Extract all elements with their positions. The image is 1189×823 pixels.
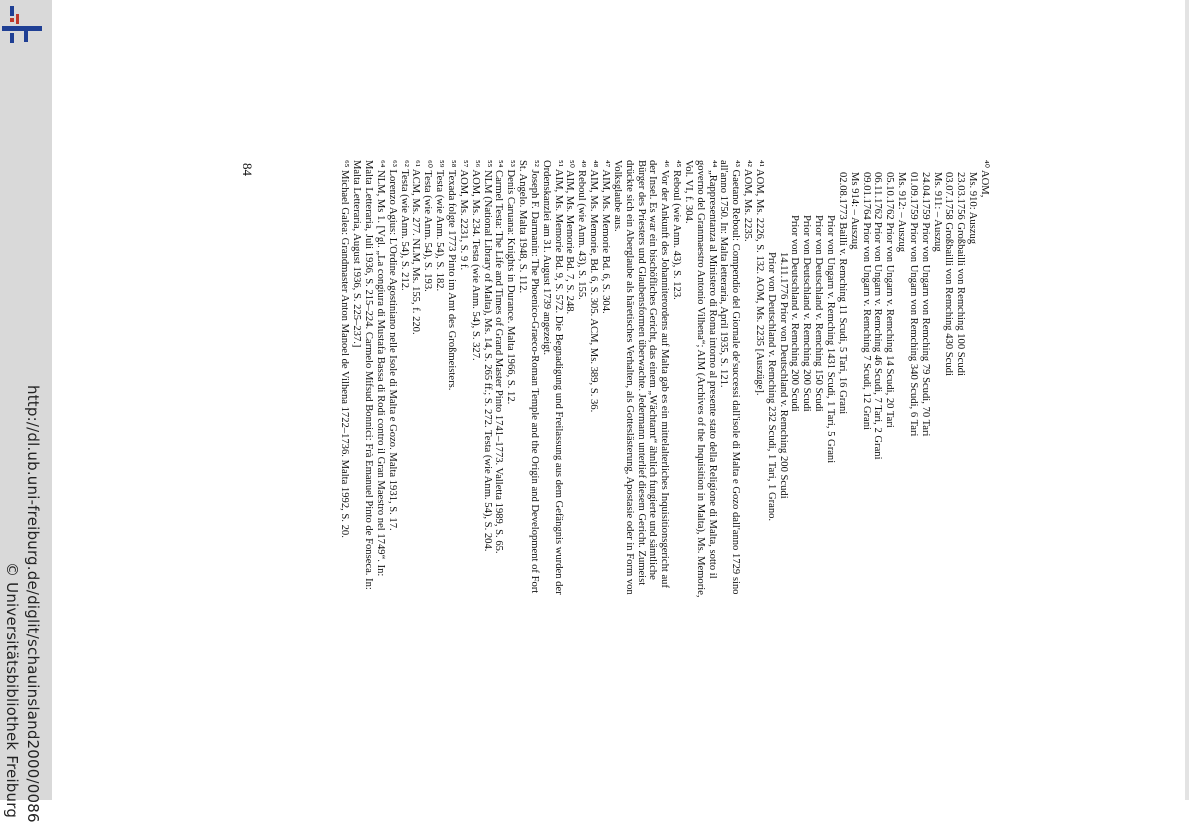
footnote-56: ⁵⁶ AOM, Ms. 234. Testa (wie Anm. 54), S. 327.: [469, 160, 481, 361]
list-item: Prior von Deutschland v. Remching 200 Scudi: [801, 215, 813, 412]
footnote-51: ⁵¹ AIM, Ms. Memorie Bd. 9, S. 572. Die Begnadigung und Freilassung aus dem Gefängnis wurden der Ordenskanzlei am 31. August 1739 angezeigt.: [540, 160, 564, 595]
list-item: 23.03.1756 Großbailli von Remching 100 Scudi: [955, 172, 967, 376]
footnote-60: ⁶⁰ Testa (wie Anm. 54), S. 193.: [422, 160, 434, 292]
list-item: Prior von Deutschland v. Remching 200 Scudi: [789, 215, 801, 412]
list-item: 09.01.1764 Prior von Ungarn v. Remching 7 Scudi, 12 Grani: [860, 172, 872, 430]
list-item: Prior von Deutschland v. Remching 232 Scudi, 1 Tari, 1 Grano.: [765, 252, 777, 522]
list-item: 02.08.1773 Bailli v. Remching 11 Scudi, 5 Tari, 16 Grani: [836, 172, 848, 415]
footnote-47: ⁴⁷ AIM, Ms. Memorie Bd. 6, S. 304.: [600, 160, 611, 314]
list-item: 05.10.1762 Prior von Ungarn v. Remching 14 Scudi, 20 Tari: [884, 172, 896, 428]
footnote-65: ⁶⁵ Michael Galea: Grandmaster Anton Manoel de Vilhena 1722–1736. Malta 1992, S. 20.: [339, 160, 351, 538]
list-item: 03.07.1758 Großbailli von Remching 430 Scudi: [943, 172, 955, 376]
footnote-53: ⁵³ Denis Caruana: Knights in Durance. Malta 1966, S. 12.: [505, 160, 517, 405]
footnote-52: ⁵² Joseph F. Darmanin: The Phoenico-Graeco-Roman Temple and the Origin and Development of Fort St. Angelo. Malta 1948, S. 112.: [517, 160, 540, 594]
footnote-58: ⁵⁸ Texada folgte 1773 Pinto im Amt des Großmeisters.: [446, 160, 458, 391]
list-item: Ms. 912: – Auszug: [896, 172, 908, 253]
list-item: Ms 914: – Auszug: [848, 172, 860, 250]
footnote-43: ⁴³ Gaetano Reboul: Compendio del Giornale de'successi dall'isole di Malta e Gozo dall'anno 1729 sino all'anno 1750. In: Malta letteraria, April 1935, S. 121.: [718, 160, 742, 595]
footnote-54: ⁵⁴ Carmel Testa: The Life and Times of Grand Master Pinto 1741–1773. Valletta 1989, S. 65.: [493, 160, 505, 554]
footnote-42: ⁴² AOM, Ms. 2235.: [742, 160, 754, 242]
footnote-40: ⁴⁰ AOM,: [979, 160, 990, 198]
list-item: 24.04.1759 Prior von Ungarn von Remching 79 Scudi, 70 Tari: [919, 172, 931, 437]
list-item: 06.11.1762 Prior von Ungarn v. Remching 46 Scudi, 7 Tari, 2 Grani: [872, 172, 884, 460]
footnote-50: ⁵⁰ AIM, Ms. Memorie Bd. 7, S. 248.: [564, 160, 576, 315]
watermark-copyright: © Universitätsbibliothek Freiburg: [3, 562, 21, 819]
footnote-62: ⁶² Testa (wie Anm. 54), S. 212.: [398, 160, 410, 291]
footnote-63: ⁶³ Lorenzo Agius: L'Ordine Agostiniano nelle Isole di Malta e Gozo. Malta 1931, S. 17.: [386, 160, 398, 531]
footnote-41: ⁴¹ AOM, Ms. 2226, S. 132. AOM, Ms. 2235 [Auszüge].: [753, 160, 765, 396]
footnote-49: ⁴⁹ Reboul (wie Anm. 43), S. 155.: [576, 160, 588, 300]
footnote-64: ⁶⁴ NLM, Ms 1. [Vgl. „La congiura di Mustafa Bassa di Rodi contro il Gran Maestro nel 1749“. In: Malta Letteraria, Juli 1936, S. 215–224. Carmelo Mifsud Bonnici: Frà Emanuel Pinto de Fonseca. In: Malta Letteraria, August 1936, S. 225–237.]: [351, 160, 386, 590]
footnotes-block: [339, 160, 990, 600]
footnote-55: ⁵⁵ NLM (National Library of Malta), Ms. 14, S. 265 ff.; S. 272. Testa (wie Anm. 54), S. 204.: [481, 160, 493, 552]
footnote-59: ⁵⁹ Testa (wie Anm. 54), S. 182.: [434, 160, 446, 292]
footnote-44: ⁴⁴ „Rappresentanza al Ministero di Roma intorno al presente stato della Religione di Malta, sotto il governo del Granmaestro Antonio Vilhena“; AIM (Archives of the Inquisition in Malta), Ms. Memorie, Vol. VI, f. 304.: [682, 160, 718, 598]
list-item: Prior von Ungarn v. Remching 1431 Scudi, 1 Tari, 5 Grani: [825, 215, 837, 464]
page-number: 84: [240, 163, 255, 176]
footnote-46: ⁴⁶ Vor der Ankunft des Johanniterordens auf Malta gab es ein mittelalterliches Inquisitionsgericht auf der Insel. Es war ein bischöfliches Gericht, das einem „Wächtamt“ ähnlich fungierte und sämtliche Bürger des Priesters und Glaubensformen überwachte. Jedermann unterlief diesem Gericht. Zumeist drückte sich ein Aberglaube als häretisches Verhalten, als Gotteslästerung, Apostasie oder in Form von Volksglaube aus.: [611, 160, 671, 595]
footnote-48: ⁴⁸ AIM, Ms. Memorie, Bd. 6, S. 305. ACM, Ms. 389, S. 36.: [588, 160, 600, 413]
list-item: 01.09.1759 Prior von Ungarn von Remching 340 Scudi, 6 Tari: [907, 172, 919, 437]
watermark-url: http://dl.ub.uni-freiburg.de/diglit/schauinsland2000/0086: [24, 385, 42, 823]
list-item: 14.11.1776 Prior von Deutschland v. Remching 200 Scudi: [777, 252, 789, 499]
footnote-57: ⁵⁷ AOM, Ms. 2231, S. 9 f.: [457, 160, 469, 271]
list-item: Ms. 911: – Auszug: [931, 172, 943, 252]
list-item: Ms. 910: Auszug: [967, 172, 979, 245]
footnote-61: ⁶¹ ACM, Ms. 277. NLM, Ms. 155, f. 220.: [410, 160, 422, 335]
footnote-45: ⁴⁵ Reboul (wie Anm. 43), S. 123.: [671, 160, 683, 300]
list-item: Prior von Deutschland v. Remching 150 Scudi: [813, 215, 825, 412]
